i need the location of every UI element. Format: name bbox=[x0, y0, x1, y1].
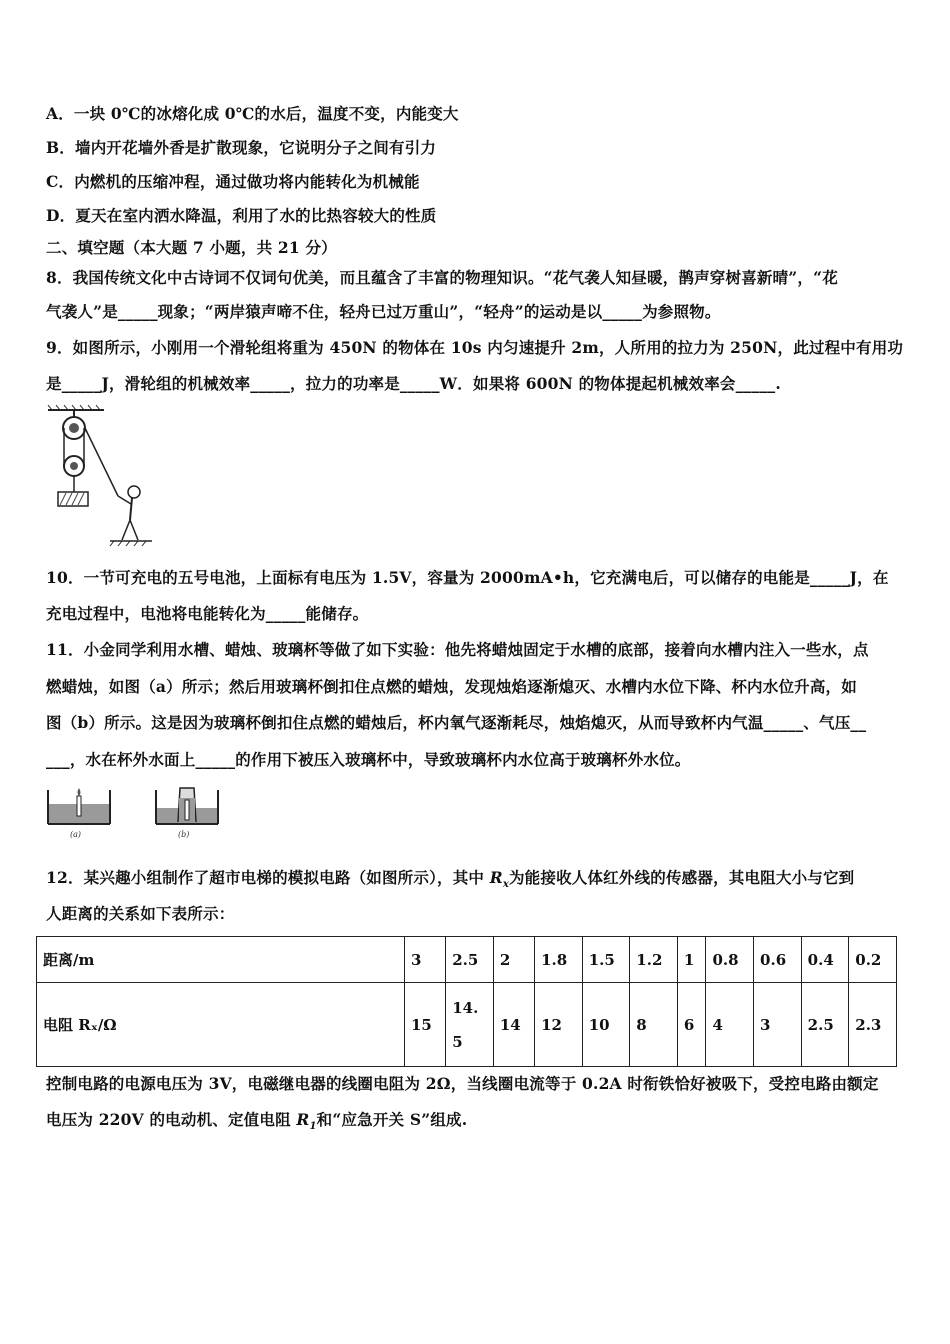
table-cell: 0.6 bbox=[754, 937, 802, 983]
figure-b-label: (b) bbox=[178, 830, 190, 839]
q12-line1-pre: 12．某兴趣小组制作了超市电梯的模拟电路（如图所示），其中 bbox=[46, 868, 490, 887]
table-cell: 1.8 bbox=[535, 937, 583, 983]
table-cell: 6 bbox=[677, 983, 706, 1067]
q10-line1: 10．一节可充电的五号电池，上面标有电压为 1.5V，容量为 2000mA•h，它充满电后，可以储存的电能是_____J，在 bbox=[46, 568, 889, 587]
q12-line3: 控制电路的电源电压为 3V，电磁继电器的线圈电阻为 2Ω，当线圈电流等于 0.2A 时衔铁恰好被吸下，受控电路由额定 bbox=[46, 1074, 879, 1093]
table-cell: 3 bbox=[754, 983, 802, 1067]
q11-line3: 图（b）所示。这是因为玻璃杯倒扣住点燃的蜡烛后，杯内氧气逐渐耗尽，烛焰熄灭，从而导致杯内气温_____、气压__ bbox=[46, 713, 867, 732]
table-row bbox=[37, 937, 897, 983]
table-cell: 1.5 bbox=[582, 937, 630, 983]
table-cell: 4 bbox=[706, 983, 754, 1067]
table-cell: 0.8 bbox=[706, 937, 754, 983]
section-heading: 二、填空题（本大题 7 小题，共 21 分） bbox=[46, 238, 337, 257]
option-d: D．夏天在室内洒水降温，利用了水的比热容较大的性质 bbox=[46, 206, 437, 225]
q11-line2: 燃蜡烛，如图（a）所示；然后用玻璃杯倒扣住点燃的蜡烛，发现烛焰逐渐熄灭、水槽内水位下降、杯内水位升高，如 bbox=[46, 677, 857, 696]
q12-rx-var: R bbox=[489, 868, 503, 887]
option-b: B．墙内开花墙外香是扩散现象，它说明分子之间有引力 bbox=[46, 138, 437, 157]
table-cell: 15 bbox=[405, 983, 446, 1067]
q11-line4: ___，水在杯外水面上_____的作用下被压入玻璃杯中，导致玻璃杯内水位高于玻璃杯外水位。 bbox=[46, 750, 691, 769]
q9-line2: 是_____J，滑轮组的机械效率_____，拉力的功率是_____W．如果将 600N 的物体提起机械效率会_____. bbox=[46, 374, 781, 393]
q12-r1-sub: 1 bbox=[309, 1121, 317, 1133]
table-cell: 8 bbox=[630, 983, 678, 1067]
table-cell: 12 bbox=[535, 983, 583, 1067]
figure-a bbox=[46, 784, 112, 840]
q12-line1 bbox=[46, 866, 854, 890]
pulley-figure bbox=[44, 404, 158, 548]
table-cell: 2 bbox=[493, 937, 534, 983]
option-a: A．一块 0℃的冰熔化成 0℃的水后，温度不变，内能变大 bbox=[46, 104, 459, 123]
q12-rx-sub: x bbox=[502, 879, 509, 891]
table-header-resistance: 电阻 Rₓ/Ω bbox=[37, 983, 405, 1067]
q12-line1-post: 为能接收人体红外线的传感器，其电阻大小与它到 bbox=[508, 868, 855, 887]
q12-r1-var: R bbox=[296, 1110, 310, 1129]
q11-line1: 11．小金同学利用水槽、蜡烛、玻璃杯等做了如下实验：他先将蜡烛固定于水槽的底部，接着向水槽内注入一些水，点 bbox=[46, 640, 869, 659]
table-row bbox=[37, 983, 897, 1067]
table-cell: 10 bbox=[582, 983, 630, 1067]
table-cell: 0.4 bbox=[801, 937, 849, 983]
q9-line1: 9．如图所示，小刚用一个滑轮组将重为 450N 的物体在 10s 内匀速提升 2m，人所用的拉力为 250N，此过程中有用功 bbox=[46, 338, 904, 357]
table-cell: 2.5 bbox=[446, 937, 494, 983]
table-header-distance: 距离/m bbox=[37, 937, 405, 983]
q8-line1: 8．我国传统文化中古诗词不仅词句优美，而且蕴含了丰富的物理知识。“花气袭人知昼暖，鹊声穿树喜新晴”，“花 bbox=[46, 268, 838, 287]
table-cell: 14. 5 bbox=[446, 983, 494, 1067]
figure-a-label: (a) bbox=[70, 830, 82, 839]
q10-line2: 充电过程中，电池将电能转化为_____能储存。 bbox=[46, 604, 369, 623]
figure-b bbox=[154, 784, 220, 840]
q8-line2: 气袭人”是_____现象；“两岸猿声啼不住，轻舟已过万重山”，“轻舟”的运动是以_____为参照物。 bbox=[46, 302, 721, 321]
q12-line4-pre: 电压为 220V 的电动机、定值电阻 bbox=[46, 1110, 297, 1129]
table-cell: 1 bbox=[677, 937, 706, 983]
table-cell: 14 bbox=[493, 983, 534, 1067]
table-cell: 3 bbox=[405, 937, 446, 983]
table-cell: 0.2 bbox=[849, 937, 897, 983]
option-c: C．内燃机的压缩冲程，通过做功将内能转化为机械能 bbox=[46, 172, 420, 191]
q12-line2: 人距离的关系如下表所示： bbox=[46, 904, 235, 923]
resistance-table bbox=[36, 936, 897, 1067]
table-cell: 1.2 bbox=[630, 937, 678, 983]
q12-line4-post: 和“应急开关 S”组成. bbox=[316, 1110, 468, 1129]
q12-line4 bbox=[46, 1108, 467, 1132]
table-cell: 2.3 bbox=[849, 983, 897, 1067]
table-cell: 2.5 bbox=[801, 983, 849, 1067]
